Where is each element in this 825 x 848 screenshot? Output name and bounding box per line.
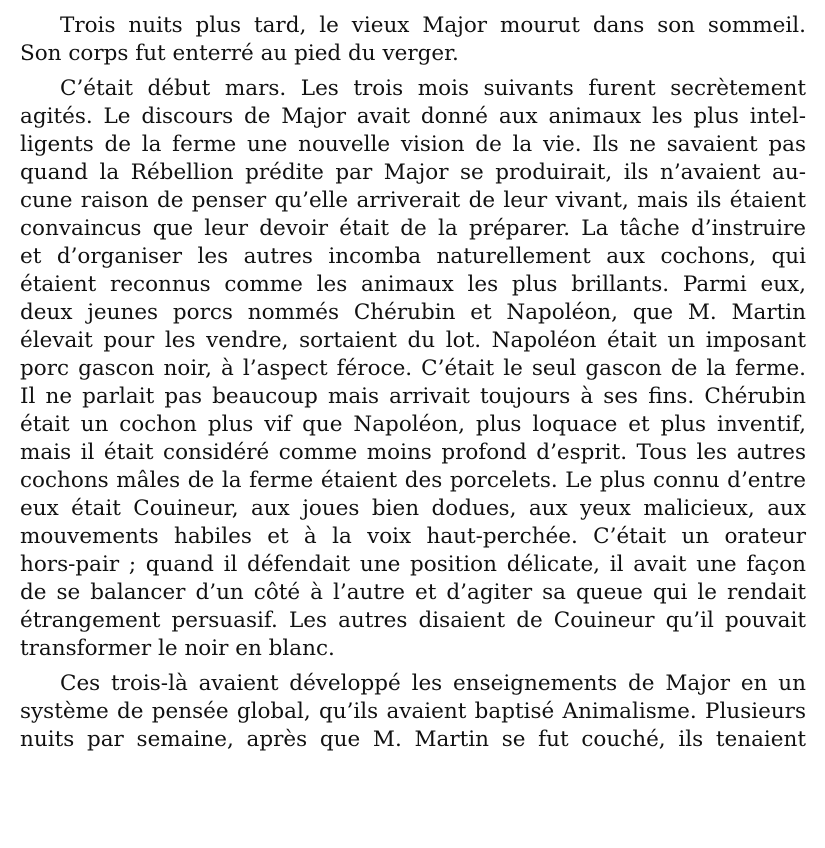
text-line: cune raison de penser qu’elle arriverait de leur vivant, mais ils étaient bbox=[20, 188, 806, 213]
text-line: et d’organiser les autres incomba naturellement aux cochons, qui bbox=[20, 244, 806, 269]
text-line: mais il était considéré comme moins profond d’esprit. Tous les autres bbox=[20, 440, 806, 465]
text-line: cochons mâles de la ferme étaient des porcelets. Le plus connu d’entre bbox=[20, 468, 806, 493]
paragraph-2 bbox=[20, 75, 806, 663]
text-line: agités. Le discours de Major avait donné aux animaux les plus intel- bbox=[20, 104, 806, 129]
text-line: hors-pair ; quand il défendait une position délicate, il avait une façon bbox=[20, 552, 806, 577]
text-line: Il ne parlait pas beaucoup mais arrivait toujours à ses fins. Chérubin bbox=[20, 384, 806, 409]
text-line: ligents de la ferme une nouvelle vision de la vie. Ils ne savaient pas bbox=[20, 132, 806, 157]
text-line: quand la Rébellion prédite par Major se produirait, ils n’avaient au- bbox=[20, 160, 806, 185]
text-line: était un cochon plus vif que Napoléon, plus loquace et plus inventif, bbox=[20, 412, 806, 437]
paragraph-3 bbox=[20, 670, 806, 754]
text-line: eux était Couineur, aux joues bien dodues, aux yeux malicieux, aux bbox=[20, 496, 806, 521]
text-line: étaient reconnus comme les animaux les plus brillants. Parmi eux, bbox=[20, 272, 806, 297]
text-line: C’était début mars. Les trois mois suivants furent secrètement bbox=[60, 76, 806, 101]
text-line: Son corps fut enterré au pied du verger. bbox=[20, 41, 459, 66]
text-line: élevait pour les vendre, sortaient du lot. Napoléon était un imposant bbox=[20, 328, 806, 353]
document-page bbox=[20, 12, 806, 761]
text-line: Ces trois-là avaient développé les enseignements de Major en un bbox=[60, 671, 806, 696]
paragraph-1 bbox=[20, 12, 806, 68]
text-line: porc gascon noir, à l’aspect féroce. C’était le seul gascon de la ferme. bbox=[20, 356, 806, 381]
text-line: mouvements habiles et à la voix haut-perchée. C’était un orateur bbox=[20, 524, 806, 549]
text-line: de se balancer d’un côté à l’autre et d’agiter sa queue qui le rendait bbox=[20, 580, 806, 605]
text-line: Trois nuits plus tard, le vieux Major mourut dans son sommeil. bbox=[60, 13, 806, 38]
text-line: deux jeunes porcs nommés Chérubin et Napoléon, que M. Martin bbox=[20, 300, 806, 325]
text-line: système de pensée global, qu’ils avaient baptisé Animalisme. Plusieurs bbox=[20, 699, 806, 724]
text-line: convaincus que leur devoir était de la préparer. La tâche d’instruire bbox=[20, 216, 806, 241]
text-line: étrangement persuasif. Les autres disaient de Couineur qu’il pouvait bbox=[20, 608, 806, 633]
text-line: transformer le noir en blanc. bbox=[20, 636, 335, 661]
text-line: nuits par semaine, après que M. Martin se fut couché, ils tenaient bbox=[20, 727, 806, 752]
